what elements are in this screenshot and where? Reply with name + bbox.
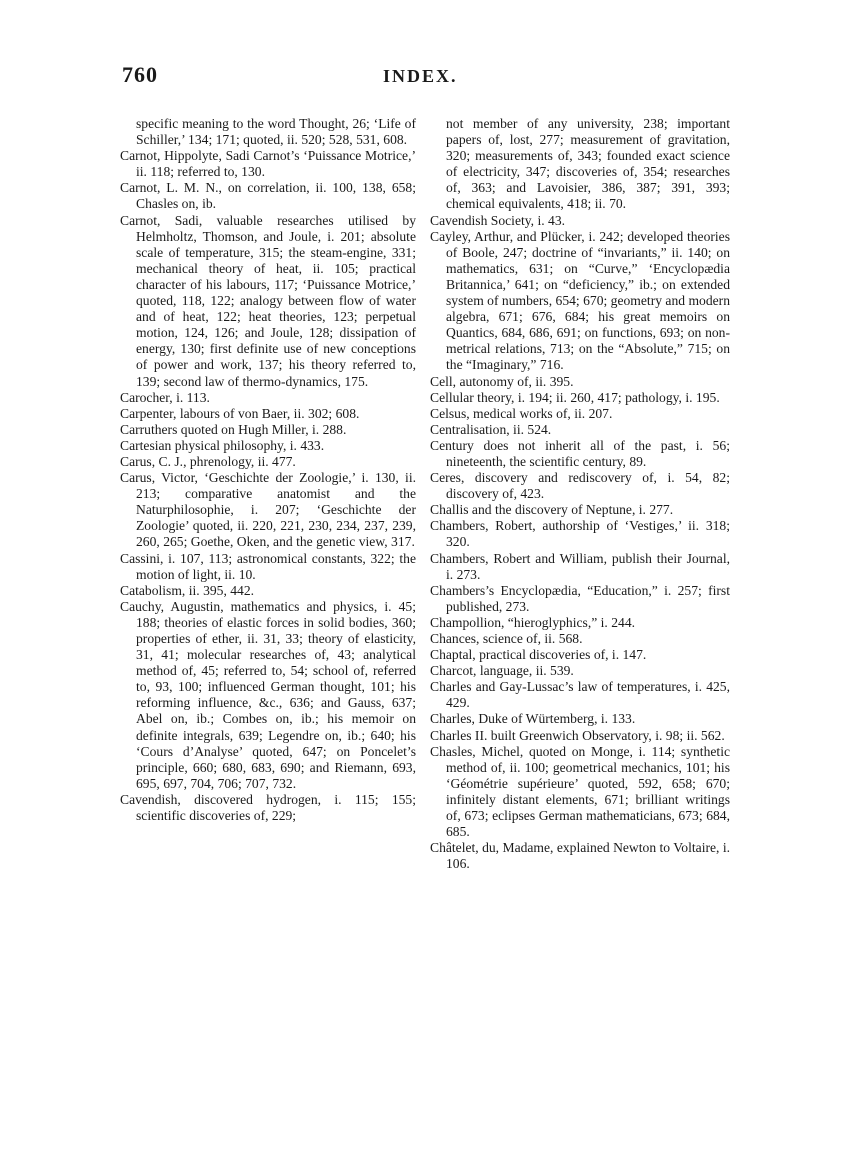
index-entry: Chances, science of, ii. 568. (430, 631, 583, 646)
index-entry: Charcot, language, ii. 539. (430, 663, 574, 679)
index-entry: Carnot, L. M. N., on correlation, ii. 100, 138, 658; Chasles on, ib. (120, 180, 416, 212)
index-entry: Celsus, medical works of, ii. 207. (430, 405, 613, 421)
index-entry: Cassini, i. 107, 113; astronomical constants, 322; the motion of light, ii. 10. (120, 550, 416, 582)
index-entry: Chambers, Robert and William, publish their Journal, i. 273. (430, 550, 730, 582)
index-entry: specific meaning to the word Thought, 26; ‘Life of Schiller,’ 134; 171; quoted, ii. 520; 528, 531, 608. (136, 116, 416, 148)
index-entry: Châtelet, du, Madame, explained Newton to Voltaire, i. 106. (430, 840, 730, 872)
page-number: 760 (122, 62, 158, 87)
index-entry: not member of any university, 238; important papers of, lost, 277; measurement of gravitation, 320; measurements of, 343; founded exact science of electricity, 347; discoveries of, 354; researches of, 363; and Lavoisier, 386, 387; 391, 393; chemical equivalents, 418; ii. 70. (446, 116, 730, 212)
index-entry: Catabolism, ii. 395, 442. (120, 582, 255, 598)
index-entry: Champollion, “hieroglyphics,” i. 244. (430, 614, 636, 630)
index-entry: Charles, Duke of Würtemberg, i. 133. (430, 711, 636, 727)
index-entry: Cartesian physical philosophy, i. 433. (120, 437, 325, 453)
index-entry: Century does not inherit all of the past, i. 56; nineteenth, the scientific century, 89. (430, 437, 730, 469)
index-entry: Carnot, Hippolyte, Sadi Carnot’s ‘Puissance Motrice,’ ii. 118; referred to, 130. (120, 148, 416, 180)
index-column-right (430, 116, 730, 872)
index-entry: Chasles, Michel, quoted on Monge, i. 114; synthetic method of, ii. 100; geometrical mechanics, 101; his ‘Géométrie supérieure’ quoted, 592, 658; 670; infinitely distant elements, 671; brilliant writings of, 673; eclipses German mathematicians, 673; 684, 685. (430, 743, 730, 840)
index-entry: Cauchy, Augustin, mathematics and physics, i. 45; 188; theories of elastic forces in solid bodies, 360; properties of ether, ii. 31, 33; theory of elasticity, 31, 41; molecular researches of, 43; analytical method of, 45; referred to, 54; school of, referred to, 93, 100; influenced German thought, 101; his reforming influence, &c., 636; and Gauss, 637; Abel on, ib.; Combes on, ib.; his memoir on definite integrals, 639; Legendre on, ib.; 640; his ‘Cours d’Analyse’ quoted, 647; on Poncelet’s principle, 660; 680, 683, 690; and Riemann, 693, 695, 697, 704, 706; 707, 732. (120, 598, 416, 791)
index-column-left (120, 116, 416, 824)
index-entry: Carnot, Sadi, valuable researches utilised by Helmholtz, Thomson, and Joule, i. 201; absolute scale of temperature, 315; the steam-engine, 331; mechanical theory of heat, ii. 105; practical character of his labours, 117; ‘Puissance Motrice,’ quoted, 118, 122; analogy between flow of water and of heat, 122; heat theories, 123; perpetual motion, 124, 126; and Joule, 128; dissipation of energy, 130; first definite use of new conceptions of power and work, 137; his theory referred to, 139; second law of thermo-dynamics, 175. (120, 212, 416, 389)
index-entry: Carruthers quoted on Hugh Miller, i. 288. (120, 421, 347, 437)
index-entry: Cavendish Society, i. 43. (430, 212, 566, 228)
index-entry: Challis and the discovery of Neptune, i. 277. (430, 502, 674, 518)
index-entry: Chaptal, practical discoveries of, i. 147. (430, 647, 647, 663)
index-entry: Carus, C. J., phrenology, ii. 477. (120, 453, 296, 469)
index-entry: Carocher, i. 113. (120, 389, 210, 405)
index-entry: Cell, autonomy of, ii. 395. (430, 373, 574, 389)
running-head-title: INDEX. (383, 66, 458, 86)
index-entry: Cellular theory, i. 194; ii. 260, 417; pathology, i. 195. (430, 389, 720, 405)
index-entry: Cavendish, discovered hydrogen, i. 115; 155; scientific discoveries of, 229; (120, 791, 416, 824)
index-entry: Charles II. built Greenwich Observatory, i. 98; ii. 562. (430, 727, 725, 743)
index-entry: Carus, Victor, ‘Geschichte der Zoologie,’ i. 130, ii. 213; comparative anatomist and the Naturphilosophie, i. 207; ‘Geschichte der Zoologie’ quoted, ii. 220, 221, 230, 234, 237, 239, 260, 265; Goethe, Oken, and the genetic view, 317. (120, 470, 416, 550)
index-entry: Charles and Gay-Lussac’s law of temperatures, i. 425, 429. (430, 679, 730, 711)
index-entry: Cayley, Arthur, and Plücker, i. 242; developed theories of Boole, 247; doctrine of “invariants,” ii. 140; on mathematics, 631; on “Curve,” ‘Encyclopædia Britannica,’ 641; on “deficiency,” ib.; on extended system of numbers, 654; 670; geometry and modern algebra, 671; 676, 684; his great memoirs on Quantics, 684, 686, 691; on functions, 693; on non-metrical relations, 713; on the “Absolute,” 715; on the “Imaginary,” 716. (430, 228, 730, 373)
index-entry: Chambers’s Encyclopædia, “Education,” i. 257; first published, 273. (430, 582, 730, 614)
index-entry: Centralisation, ii. 524. (430, 421, 552, 437)
index-entry: Carpenter, labours of von Baer, ii. 302; 608. (120, 405, 360, 421)
index-entry: Ceres, discovery and rediscovery of, i. 54, 82; discovery of, 423. (430, 470, 730, 502)
index-entry: Chambers, Robert, authorship of ‘Vestiges,’ ii. 318; 320. (430, 518, 730, 550)
